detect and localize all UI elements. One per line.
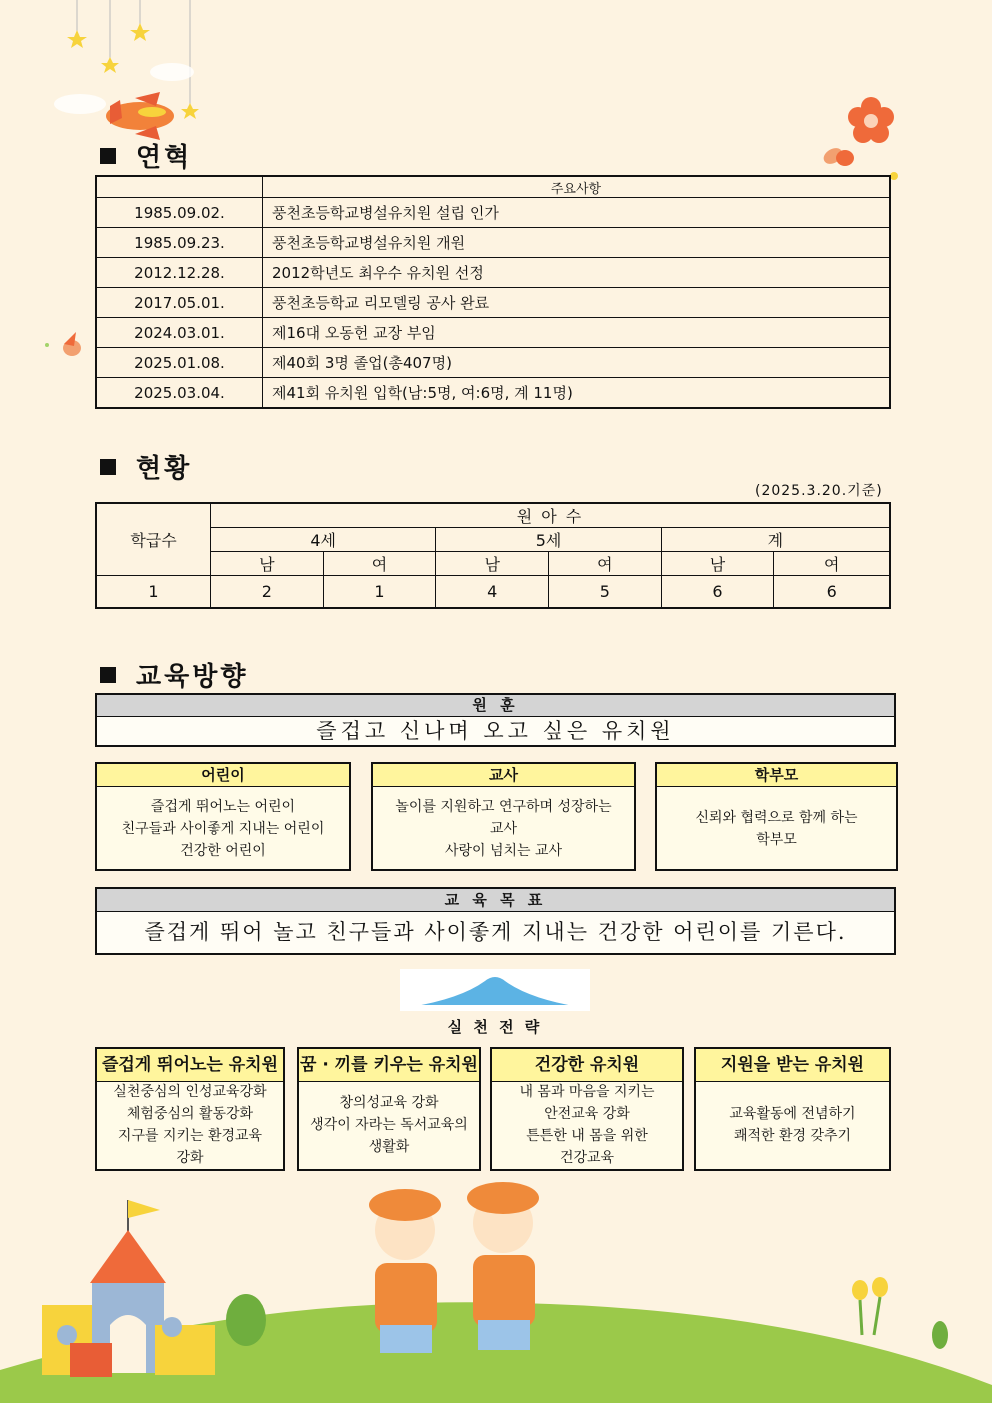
- table-row: 1985.09.02. 풍천초등학교병설유치원 설립 인가: [96, 198, 890, 228]
- goal-label: 교 육 목 표: [97, 889, 894, 912]
- table-row: 2012.12.28. 2012학년도 최우수 유치원 선정: [96, 258, 890, 288]
- bird-decoration: [40, 328, 102, 363]
- table-row: 2024.03.01. 제16대 오동헌 교장 부임: [96, 318, 890, 348]
- strategy-box: 지원을 받는 유치원 교육활동에 전념하기 쾌적한 환경 갖추기: [694, 1047, 891, 1171]
- parents-box: 학부모 신뢰와 협력으로 함께 하는 학부모: [655, 762, 898, 871]
- strategy-box: 건강한 유치원 내 몸과 마음을 지키는 안전교육 강화 튼튼한 내 몸을 위한 건강교육: [490, 1047, 684, 1171]
- motto-box: [95, 693, 896, 747]
- strategy-label: 실 천 전 략: [447, 1018, 543, 1036]
- status-title: 현황: [100, 448, 192, 485]
- history-title: 연혁: [100, 137, 192, 174]
- strategy-box: 꿈 · 끼를 키우는 유치원 창의성교육 강화 생각이 자라는 독서교육의 생활화: [297, 1047, 481, 1171]
- table-row: 1985.09.23. 풍천초등학교병설유치원 개원: [96, 228, 890, 258]
- strategy-box: 즐겁게 뛰어노는 유치원 실천중심의 인성교육강화 체험중심의 활동강화 지구를 지키는 환경교육 강화: [95, 1047, 285, 1171]
- table-header-row: [96, 176, 890, 198]
- direction-title: 교육방향: [100, 656, 248, 693]
- table-row: 1 2 1 4 5 6 6: [96, 576, 890, 609]
- table-row: 2017.05.01. 풍천초등학교 리모델링 공사 완료: [96, 288, 890, 318]
- teachers-box: 교사 놀이를 지원하고 연구하며 성장하는 교사 사랑이 넘치는 교사: [371, 762, 636, 871]
- class-count-header: 학급수: [96, 503, 211, 576]
- motto-label: 원 훈: [97, 695, 894, 717]
- history-table: [95, 175, 891, 409]
- table-row: 2025.01.08. 제40회 3명 졸업(총407명): [96, 348, 890, 378]
- goal-text: 즐겁게 뛰어 놀고 친구들과 사이좋게 지내는 건강한 어린이를 기른다.: [144, 920, 847, 944]
- status-date-note: (2025.3.20.기준): [755, 483, 883, 499]
- goal-box: [95, 887, 896, 955]
- table-row: 2025.03.04. 제41회 유치원 입학(남:5명, 여:6명, 계 11명): [96, 378, 890, 409]
- mountain-icon: [400, 969, 590, 1011]
- bottom-illustration: [0, 1175, 992, 1403]
- col-header: 주요사항: [263, 176, 891, 198]
- hanging-stars-decoration: [40, 0, 220, 140]
- children-box: 어린이 즐겁게 뛰어노는 어린이 친구들과 사이좋게 지내는 어린이 건강한 어린이: [95, 762, 351, 871]
- motto-text: 즐겁고 신나며 오고 싶은 유치원: [316, 719, 675, 743]
- flower-decoration: [846, 96, 896, 146]
- status-table: 학급수 원 아 수 4세 5세 계 남 여 남 여 남 여 1 2 1 4 5 6 6: [95, 502, 891, 609]
- children-header: 원 아 수: [211, 503, 891, 528]
